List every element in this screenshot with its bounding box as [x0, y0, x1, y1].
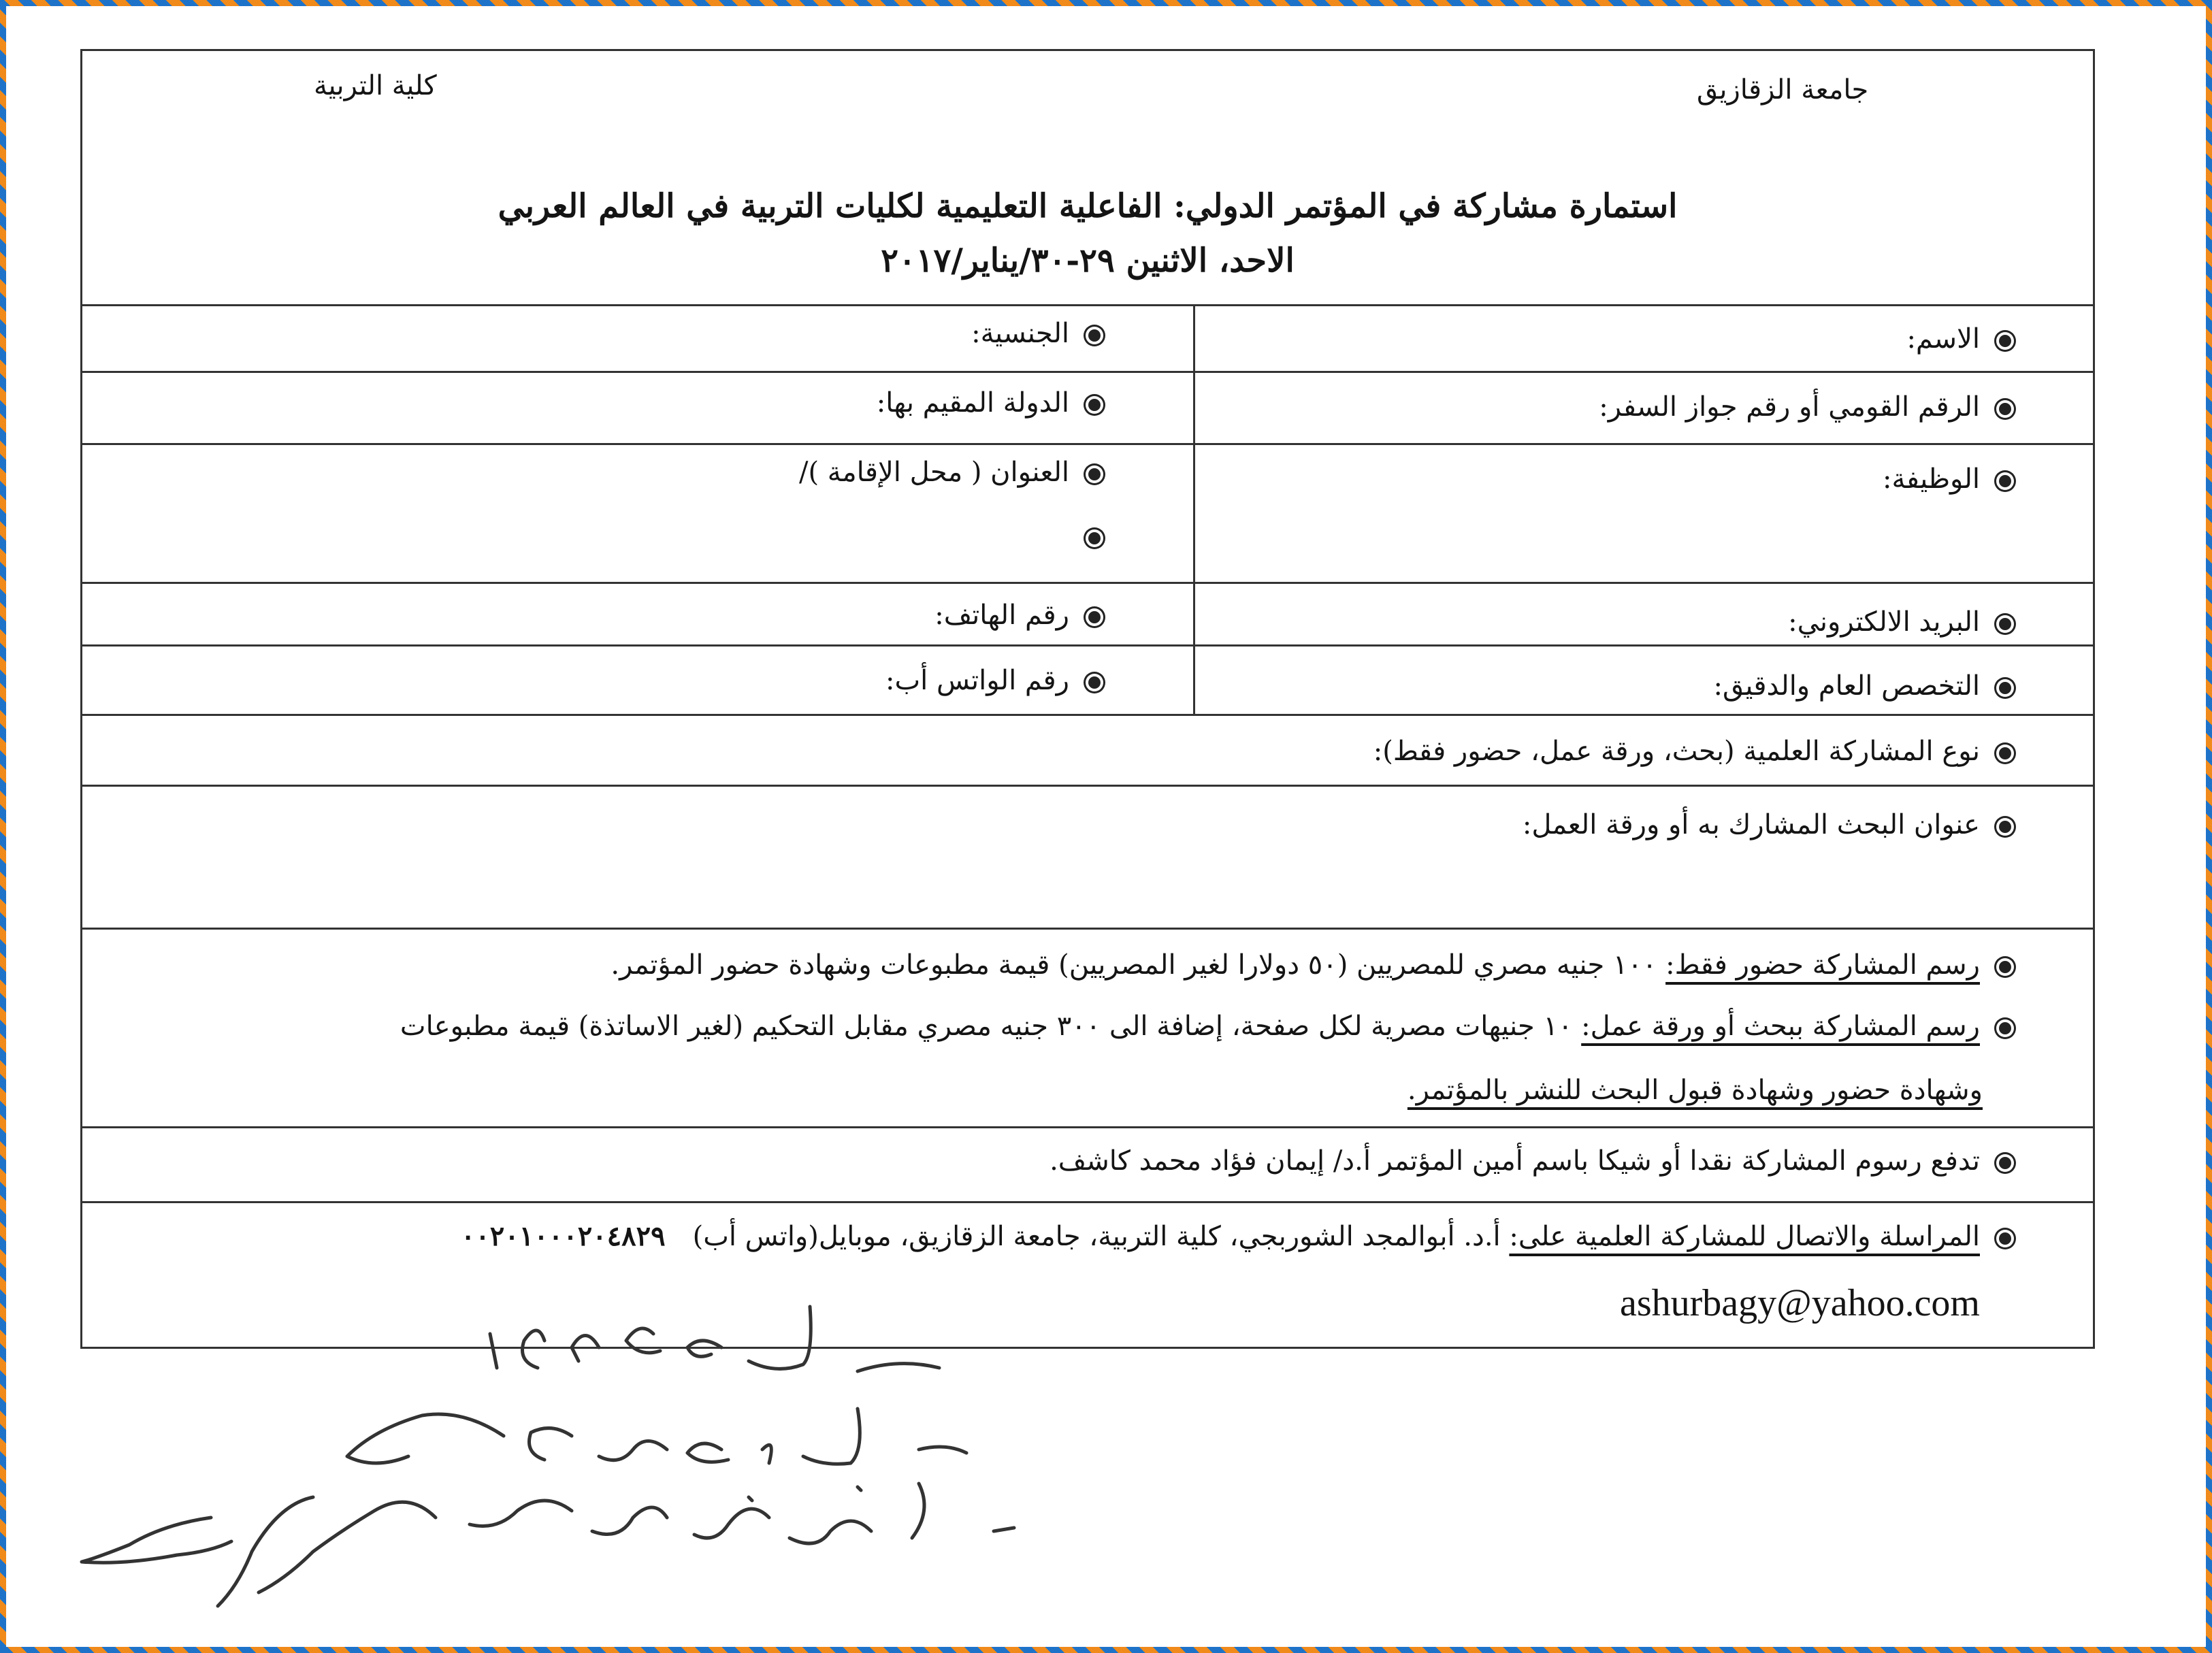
field-job: الوظيفة:: [1883, 463, 2011, 495]
field-email: البريد الالكتروني:: [1788, 606, 2011, 638]
field-specialization: التخصص العام والدقيق:: [1713, 670, 2011, 702]
faculty-name: كلية التربية: [314, 70, 437, 101]
field-name: الاسم:: [1906, 323, 2011, 355]
field-participation-type: نوع المشاركة العلمية (بحث، ورقة عمل، حضور فقط):: [1373, 736, 2011, 767]
rule: [82, 644, 2093, 647]
form-title: استمارة مشاركة في المؤتمر الدولي: الفاعلية التعليمية لكليات التربية في العالم العربي: [498, 187, 1678, 225]
rule: [82, 928, 2093, 930]
rule: [82, 371, 2093, 373]
university-name: جامعة الزقازيق: [1697, 74, 1869, 105]
rule: [82, 443, 2093, 445]
rule: [82, 785, 2093, 787]
column-divider: [1193, 304, 1195, 714]
fee-attendance: رسم المشاركة حضور فقط: ١٠٠ جنيه مصري للمصريين (٥٠ دولارا لغير المصريين) قيمة مطبوعات وشهادة حضور المؤتمر.: [611, 949, 2011, 981]
rule: [82, 1201, 2093, 1203]
rule: [82, 1126, 2093, 1128]
field-nationality: الجنسية:: [971, 318, 1101, 349]
form-sheet: [80, 49, 2095, 1349]
contact-email: ashurbagy@yahoo.com: [1620, 1282, 1980, 1324]
contact-line: المراسلة والاتصال للمشاركة العلمية على: أ.د. أبوالمجد الشوربجي، كلية التربية، جامعة الزقازيق، موبايل(واتس أب)٠٠٢٠١٠٠٠٢٠٤٨٢٩: [461, 1220, 2011, 1252]
rule: [82, 582, 2093, 584]
fee-paper: رسم المشاركة ببحث أو ورقة عمل: ١٠ جنيهات مصرية لكل صفحة، إضافة الى ٣٠٠ جنيه مصري مقابل التحكيم (لغير الاساتذة) قيمة مطبوعات: [400, 1011, 2011, 1042]
rule: [82, 304, 2093, 306]
field-national-id: الرقم القومي أو رقم جواز السفر:: [1599, 391, 2011, 423]
field-address-extra: [1069, 521, 1101, 552]
rule: [82, 714, 2093, 716]
field-whatsapp: رقم الواتس أب:: [885, 665, 1101, 696]
field-address: العنوان ( محل الإقامة )/: [799, 457, 1101, 488]
fee-paper-continued: وشهادة حضور وشهادة قبول البحث للنشر بالمؤتمر.: [1407, 1075, 1983, 1106]
field-paper-title: عنوان البحث المشارك به أو ورقة العمل:: [1523, 809, 2011, 840]
field-phone: رقم الهاتف:: [934, 600, 1101, 631]
payment-note: تدفع رسوم المشاركة نقدا أو شيكا باسم أمين المؤتمر أ.د/ إيمان فؤاد محمد كاشف.: [1050, 1145, 2011, 1177]
field-country: الدولة المقيم بها:: [877, 387, 1101, 419]
conference-date: الاحد، الاثنين ٢٩-٣٠/يناير/٢٠١٧: [881, 242, 1295, 280]
handwritten-signature: [54, 1293, 1075, 1620]
